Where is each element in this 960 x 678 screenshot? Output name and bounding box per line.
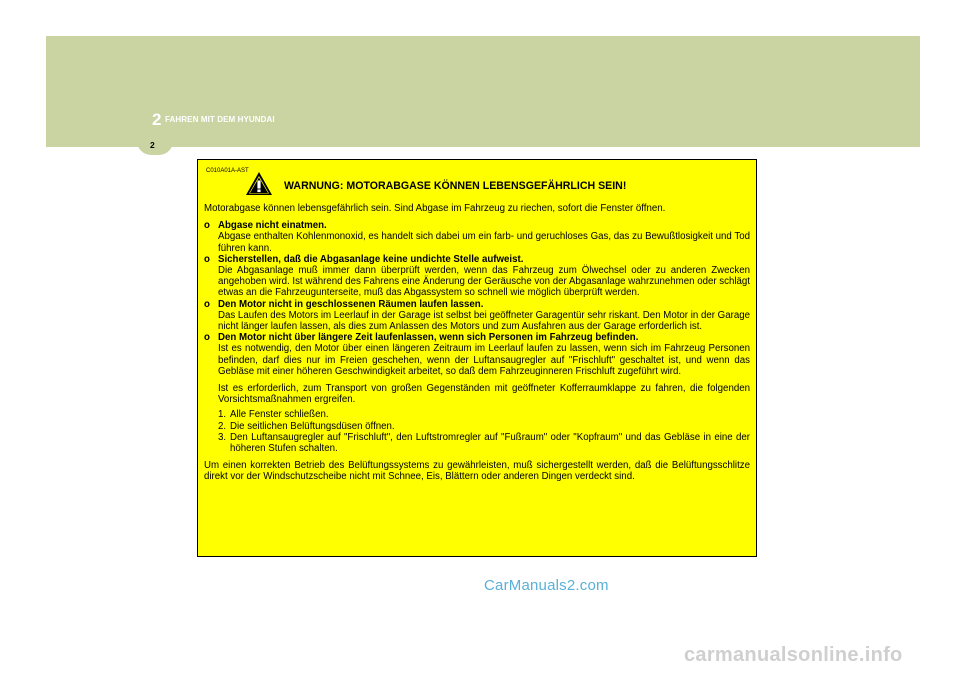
bullet-mark: o xyxy=(204,253,210,265)
bullet-mark: o xyxy=(204,332,210,344)
bullet-mark: o xyxy=(204,298,210,310)
warning-box xyxy=(197,159,757,557)
step-text: Alle Fenster schließen. xyxy=(230,409,329,421)
step-text: Den Luftansaugregler auf "Frischluft", den Luftstromregler auf "Fußraum" oder "Kopfraum" und das Gebläse in eine der höheren Stufen schalten. xyxy=(230,431,750,455)
bullet-text: Ist es notwendig, den Motor über einen längeren Zeitraum im Leerlauf laufen zu lassen, wenn sich im Fahrzeug Personen befinden, darf dies nur im Freien geschehen, wenn der Luftansaugregler auf "Frischluft" geschaltet ist, und wenn das Gebläse mit einer höheren Geschwindigkeit arbeitet, so daß dem Fahrzeuginneren Frischluft zugeführt wird. xyxy=(218,343,750,377)
bullet-text: Abgase enthalten Kohlenmonoxid, es handelt sich dabei um ein farb- und geruchloses Gas, das zu Bewußtlosigkeit und Tod führen kann. xyxy=(218,231,750,254)
list-item xyxy=(204,299,750,333)
bullet-heading: Abgase nicht einatmen. xyxy=(218,220,327,232)
step-item xyxy=(204,432,750,454)
step-text: Die seitlichen Belüftungsdüsen öffnen. xyxy=(230,420,395,432)
warning-title: WARNUNG: MOTORABGASE KÖNNEN LEBENSGEFÄHRLICH SEIN! xyxy=(284,180,627,192)
step-item xyxy=(204,421,750,432)
warning-code: C010A01A-AST xyxy=(206,168,249,174)
step-number: 2. xyxy=(218,420,227,432)
watermark-carmanualsonline[interactable]: carmanualsonline.info xyxy=(684,644,903,666)
chapter-number: 2 xyxy=(152,110,162,129)
watermark-carmanuals2[interactable]: CarManuals2.com xyxy=(484,577,609,594)
warning-triangle-icon xyxy=(245,171,273,196)
bullet-text: Die Abgasanlage muß immer dann überprüft werden, wenn das Fahrzeug zum Ölwechsel oder zu anderen Zwecken angehoben wird. Ist während des Fahrens eine Änderung der Geräusche von der Abgasanlage wahrzunehmen oder schlägt etwas an die Fahrzeugunterseite, muß das Abgassystem so schnell wie möglich überprüft werden. xyxy=(218,265,750,299)
bullet-heading: Sicherstellen, daß die Abgasanlage keine undichte Stelle aufweist. xyxy=(218,253,524,265)
chapter-title: FAHREN MIT DEM HYUNDAI xyxy=(165,115,275,124)
page-tab xyxy=(137,133,173,155)
bullet-text: Das Laufen des Motors im Leerlauf in der Garage ist selbst bei geöffneter Garagentür sehr riskant. Den Motor in der Garage nicht länger laufen lassen, als dies zum Anlassen des Motors und zum Ausfahren aus der Garage erforderlich ist. xyxy=(218,309,750,333)
bullet-heading: Den Motor nicht über längere Zeit laufenlassen, wenn sich Personen im Fahrzeug befinden. xyxy=(218,332,639,344)
list-item xyxy=(204,332,750,377)
step-number: 1. xyxy=(218,409,227,421)
bullet-mark: o xyxy=(204,220,210,232)
precautions-paragraph: Ist es erforderlich, zum Transport von großen Gegenständen mit geöffneter Kofferraumklappe zu fahren, die folgenden Vorsichtsmaßnahmen ergreifen. xyxy=(218,383,750,406)
intro-paragraph: Motorabgase können lebensgefährlich sein. Sind Abgase im Fahrzeug zu riechen, sofort die Fenster öffnen. xyxy=(204,203,666,214)
list-item xyxy=(204,254,750,299)
final-paragraph: Um einen korrekten Betrieb des Belüftungssystems zu gewährleisten, muß sichergestellt werden, daß die Belüftungsschlitze direkt vor der Windschutzscheibe nicht mit Schnee, Eis, Blättern oder anderen Dingen verdeckt sind. xyxy=(204,460,750,483)
bullet-heading: Den Motor nicht in geschlossenen Räumen laufen lassen. xyxy=(218,298,484,310)
list-item xyxy=(204,220,750,254)
header-band xyxy=(46,36,920,147)
page-number: 2 xyxy=(150,140,155,150)
warning-content xyxy=(204,203,750,483)
step-item xyxy=(204,409,750,420)
step-number: 3. xyxy=(218,431,227,443)
